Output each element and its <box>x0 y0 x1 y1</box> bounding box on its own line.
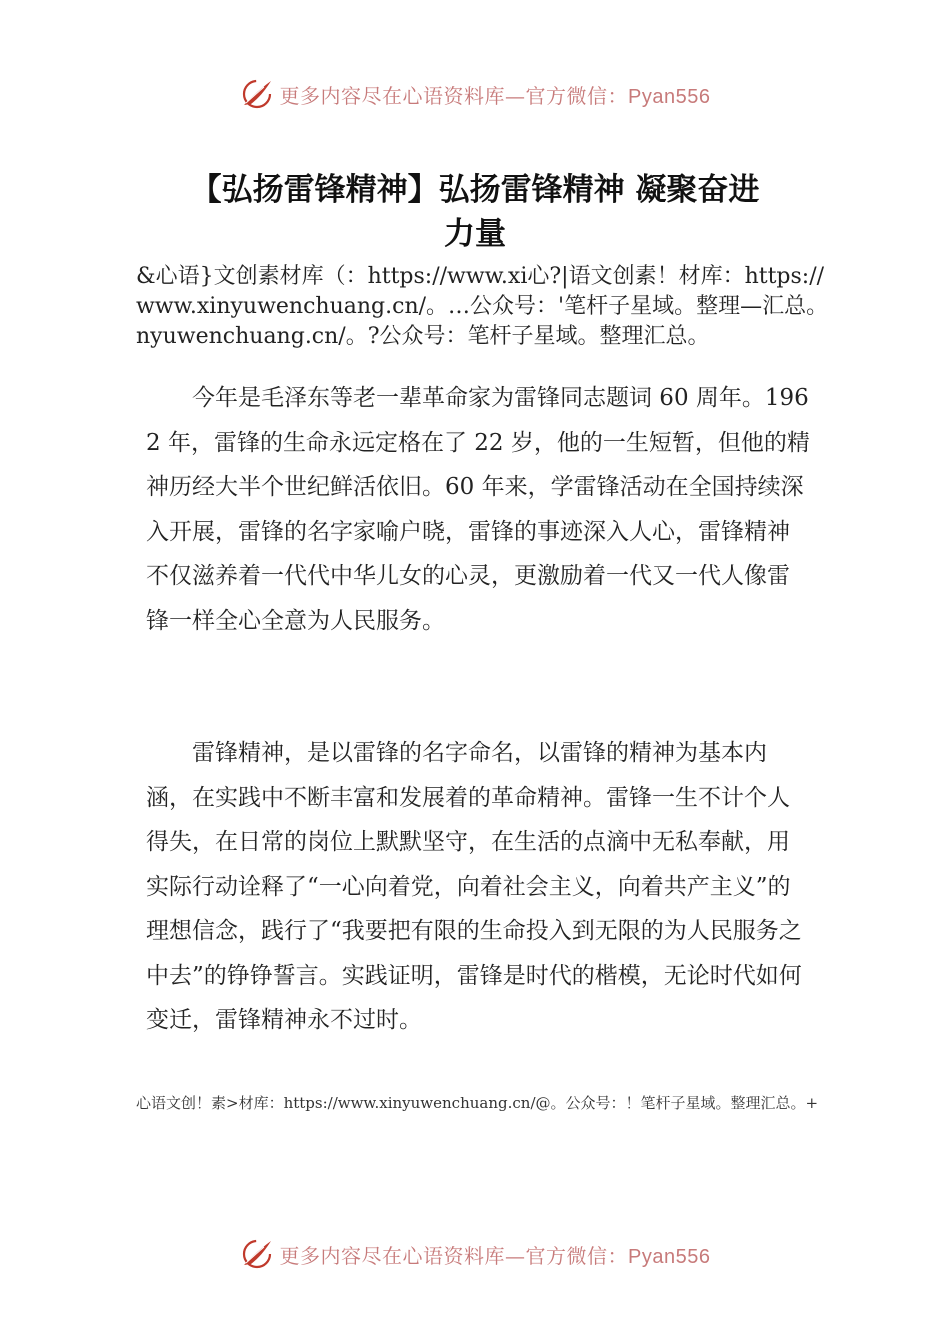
quill-logo-icon <box>240 1237 274 1271</box>
title-line-2: 力量 <box>444 216 506 252</box>
banner-text <box>280 1240 711 1269</box>
banner-label: 更多内容尽在心语资料库—官方微信： <box>279 83 629 108</box>
footer-note: 心语文创！素>材库：https://www.xinyuwenchuang.cn/@。公众号：！笔杆子星域。整理汇总。+ <box>136 1094 819 1112</box>
body-paragraph-1: 今年是毛泽东等老一辈革命家为雷锋同志题词 60 周年。1962 年，雷锋的生命永远定格在了 22 岁，他的一生短暂，但他的精神历经大半个世纪鲜活依旧。60 年来，学雷锋活动在全国持续深入开展，雷锋的名字家喻户晓，雷锋的事迹深入人心，雷锋精神不仅滋养着一代代中华儿女的心灵，更激励着一代又一代人像雷锋一样全心全意为人民服务。 <box>146 385 810 634</box>
body-paragraph-2: 雷锋精神，是以雷锋的名字命名，以雷锋的精神为基本内涵，在实践中不断丰富和发展着的革命精神。雷锋一生不计个人得失，在日常的岗位上默默坚守，在生活的点滴中无私奉献，用实际行动诠释了“一心向着党，向着社会主义，向着共产主义”的理想信念，践行了“我要把有限的生命投入到无限的为人民服务之中去”的铮铮誓言。实践证明，雷锋是时代的楷模，无论时代如何变迁，雷锋精神永不过时。 <box>146 740 802 1033</box>
source-note: &心语}文创素材库（：https://www.xi心?|语文创素！材库：https://www.xinyuwenchuang.cn/。…公众号：'笔杆子星域。整理—汇总。nyuwenchuang.cn/。?公众号：笔杆子星域。整理汇总。 <box>136 264 829 349</box>
banner-wechat-id: Pyan556 <box>628 1245 711 1268</box>
title-line-1: 【弘扬雷锋精神】弘扬雷锋精神 凝聚奋进 <box>190 172 760 208</box>
banner-label: 更多内容尽在心语资料库—官方微信： <box>279 1243 629 1268</box>
quill-logo-icon <box>240 77 274 111</box>
header-banner <box>0 72 950 116</box>
banner-text <box>280 80 711 109</box>
document-title <box>130 168 820 256</box>
footer-banner <box>0 1232 950 1276</box>
banner-wechat-id: Pyan556 <box>628 85 711 108</box>
